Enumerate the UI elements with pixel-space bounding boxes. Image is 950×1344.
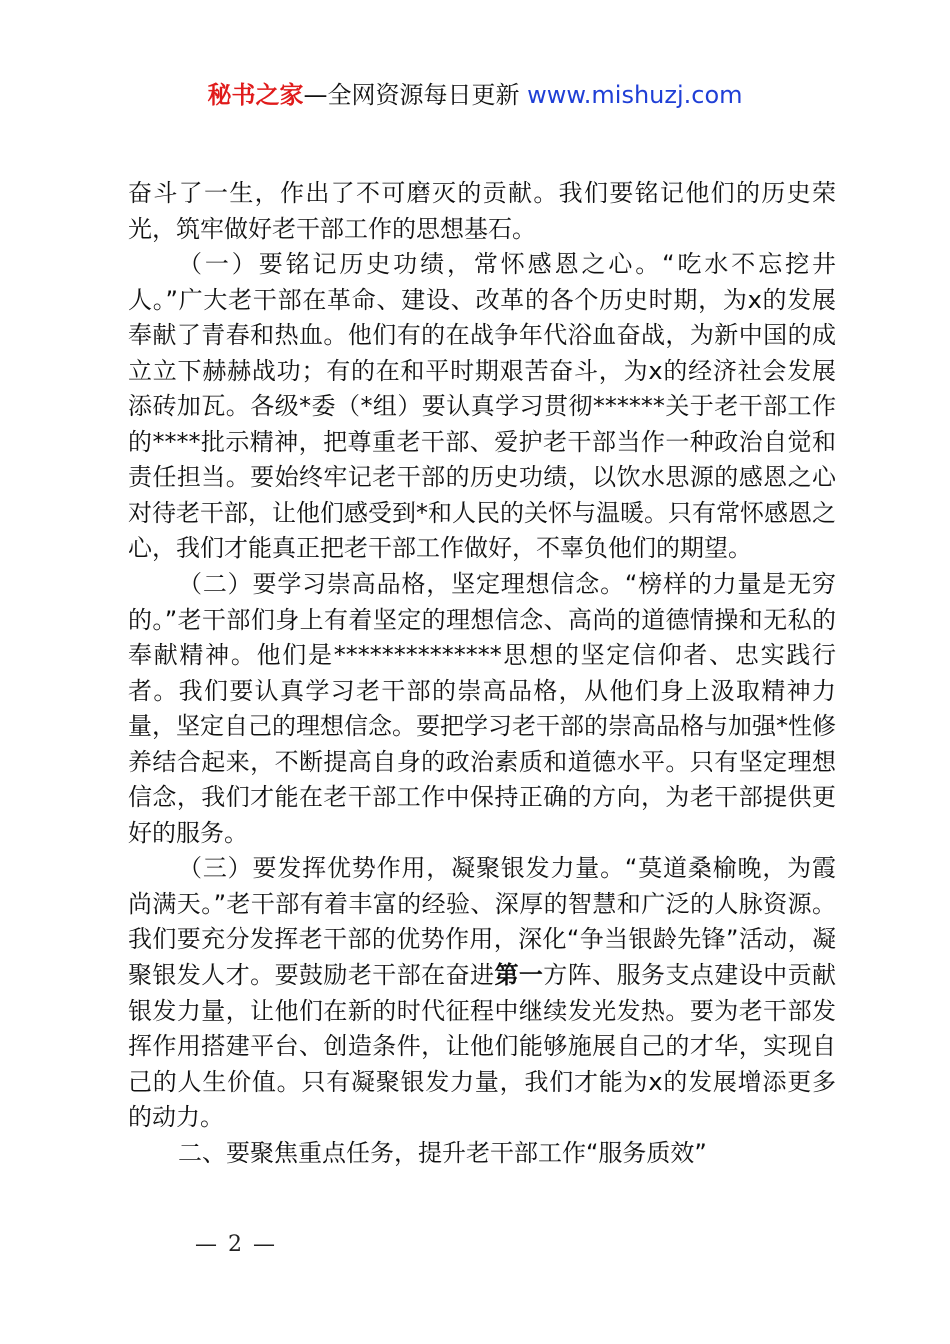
paragraph-section-3-text-a: （三）要发挥优势作用，凝聚银发力量。“莫道桑榆晚，为霞尚满天。”老干部有着丰富的经验、深厚的智慧和广泛的人脉资源。我们要充分发挥老干部的优势作用，深化“争当银龄先锋”活动，凝聚银发人才。要鼓励老干部在奋进 [128,854,836,990]
paragraph-section-3-bold: 第一 [494,961,544,990]
document-body [128,176,836,1171]
site-header [0,78,950,112]
paragraph-continuation: 奋斗了一生，作出了不可磨灭的贡献。我们要铭记他们的历史荣光，筑牢做好老干部工作的思想基石。 [128,179,836,243]
site-slogan: —全网资源每日更新 [303,81,520,109]
paragraph-section-2: （二）要学习崇高品格，坚定理想信念。“榜样的力量是无穷的。”老干部们身上有着坚定的理想信念、高尚的道德情操和无私的奉献精神。他们是**************思想的坚定信仰者、忠实践行者。我们要认真学习老干部的崇高品格，从他们身上汲取精神力量，坚定自己的理想信念。要把学习老干部的崇高品格与加强*性修养结合起来，不断提高自身的政治素质和道德水平。只有坚定理想信念，我们才能在老干部工作中保持正确的方向，为老干部提供更好的服务。 [128,570,836,847]
site-url-link[interactable]: www.mishuzj.com [527,81,743,109]
paragraph-section-3 [128,851,836,1135]
page-number: — 2 — [195,1232,277,1257]
paragraph-section-1: （一）要铭记历史功绩，常怀感恩之心。“吃水不忘挖井人。”广大老干部在革命、建设、改革的各个历史时期，为x的发展奉献了青春和热血。他们有的在战争年代浴血奋战，为新中国的成立立下赫赫战功；有的在和平时期艰苦奋斗，为x的经济社会发展添砖加瓦。各级*委（*组）要认真学习贯彻******关于老干部工作的****批示精神，把尊重老干部、爱护老干部当作一种政治自觉和责任担当。要始终牢记老干部的历史功绩，以饮水思源的感恩之心对待老干部，让他们感受到*和人民的关怀与温暖。只有常怀感恩之心，我们才能真正把老干部工作做好，不辜负他们的期望。 [128,250,836,563]
site-brand: 秘书之家 [207,81,304,109]
paragraph-section-3-text-b: 方阵、服务支点建设中贡献银发力量，让他们在新的时代征程中继续发光发热。要为老干部发挥作用搭建平台、创造条件，让他们能够施展自己的才华，实现自己的人生价值。只有凝聚银发力量，我们才能为x的发展增添更多的动力。 [128,961,837,1132]
section-heading-2: 二、要聚焦重点任务，提升老干部工作“服务质效” [178,1138,707,1167]
